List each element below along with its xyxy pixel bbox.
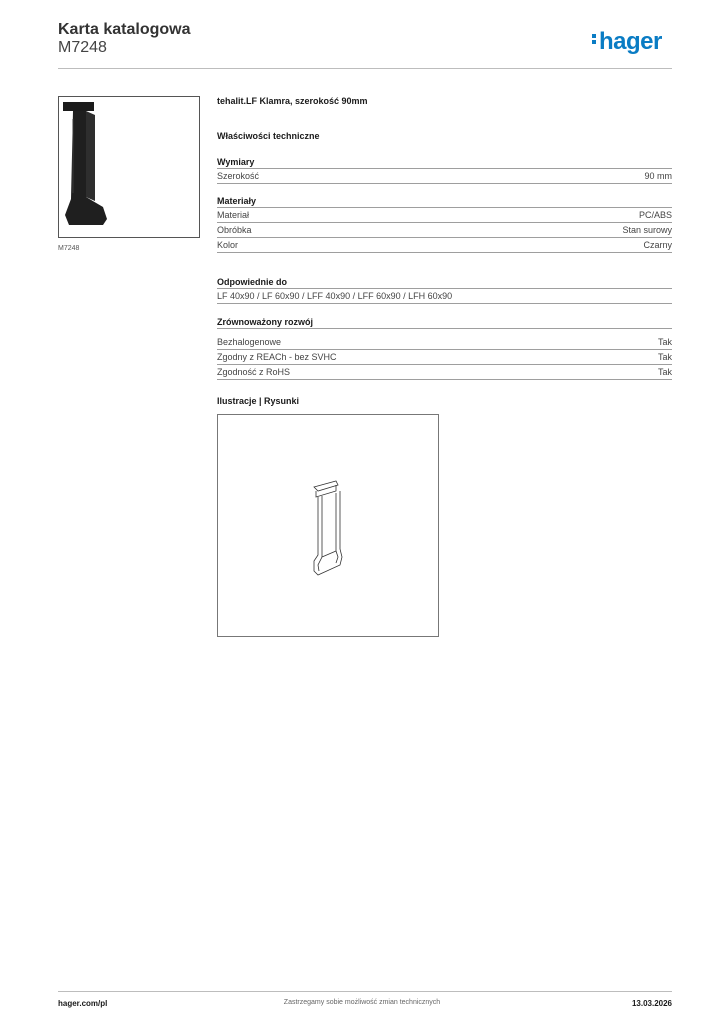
spec-row — [217, 238, 672, 253]
spec-row — [217, 208, 672, 223]
spec-label: Kolor — [217, 240, 239, 250]
product-photo — [58, 96, 200, 238]
sustainability-title: Zrównoważony rozwój — [217, 316, 672, 329]
spec-row — [217, 289, 672, 304]
spec-value: Stan surowy — [622, 225, 672, 235]
footer-disclaimer: Zastrzegamy sobie możliwość zmian technicznych — [283, 999, 441, 1006]
spec-row — [217, 335, 672, 350]
technical-drawing — [217, 414, 439, 637]
spec-row — [217, 365, 672, 380]
spec-label: Materiał — [217, 210, 250, 220]
suitable-section — [217, 276, 672, 304]
photo-caption: M7248 — [58, 245, 80, 252]
logo-text: hager — [599, 28, 662, 55]
header-divider — [58, 68, 672, 69]
spec-value: Tak — [657, 337, 672, 347]
product-code: M7248 — [58, 39, 107, 56]
spec-label: Zgodny z REACh - bez SVHC — [217, 352, 337, 362]
spec-value: Czarny — [643, 240, 672, 250]
spec-label: Zgodność z RoHS — [217, 367, 291, 377]
dimensions-section — [217, 156, 672, 184]
logo-dots-icon — [592, 32, 597, 46]
spec-label: LF 40x90 / LF 60x90 / LFF 40x90 / LFF 60x90 / LFH 60x90 — [217, 291, 453, 301]
spec-row — [217, 350, 672, 365]
spec-label: Obróbka — [217, 225, 252, 235]
technical-properties-title: Właściwości techniczne — [217, 131, 320, 141]
footer-date: 13.03.2026 — [631, 999, 672, 1008]
spec-label: Bezhalogenowe — [217, 337, 282, 347]
hager-logo — [592, 28, 662, 56]
spec-value: Tak — [657, 367, 672, 377]
spec-row — [217, 169, 672, 184]
spec-label: Szerokość — [217, 171, 260, 181]
suitable-title: Odpowiednie do — [217, 276, 672, 289]
sustainability-section — [217, 316, 672, 380]
illustrations-title: Ilustracje | Rysunki — [217, 396, 300, 406]
materials-section — [217, 195, 672, 253]
clip-photo-icon — [59, 97, 199, 237]
product-title: tehalit.LF Klamra, szerokość 90mm — [217, 96, 368, 106]
spec-row — [217, 223, 672, 238]
document-title: Karta katalogowa — [58, 21, 191, 38]
dimensions-title: Wymiary — [217, 156, 672, 169]
materials-title: Materiały — [217, 195, 672, 208]
spec-value: 90 mm — [644, 171, 672, 181]
spec-value: Tak — [657, 352, 672, 362]
clip-drawing-icon — [218, 415, 438, 636]
footer-divider — [58, 991, 672, 992]
footer-website: hager.com/pl — [58, 999, 108, 1008]
spec-value: PC/ABS — [638, 210, 672, 220]
